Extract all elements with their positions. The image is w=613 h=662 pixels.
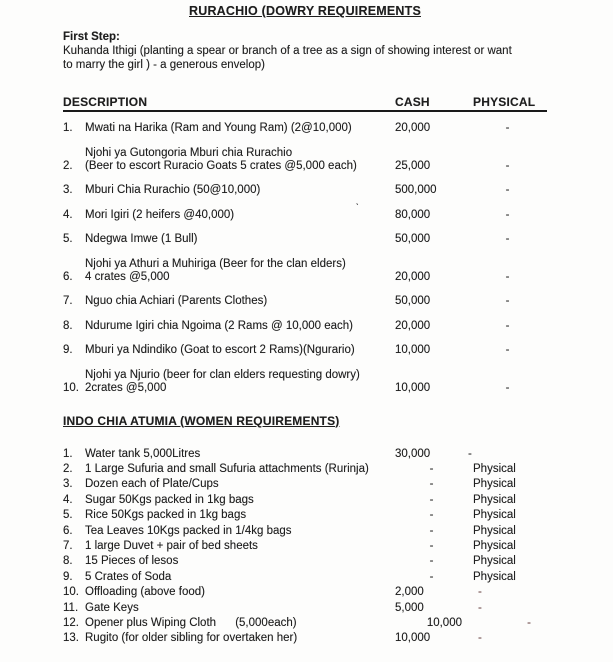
row-number: 9. (63, 344, 73, 356)
row-number: 1. (63, 122, 73, 134)
cash-value: 20,000 (395, 270, 431, 283)
row-number: 12. (63, 616, 79, 629)
physical-value: - (478, 632, 482, 645)
first-step-line: Kuhanda Ithigi (planting a spear or branch of a tree as a sign of showing interest or want (63, 45, 512, 57)
first-step-text (63, 44, 547, 72)
row-description (85, 258, 395, 284)
table-header-row (63, 95, 547, 112)
row-number: 13. (63, 632, 79, 645)
cash-value: 10,000 (426, 616, 462, 629)
row-description: Sugar 50Kgs packed in 1kg bags (85, 493, 254, 506)
table-row (63, 631, 547, 646)
row-description: 1 large Duvet + pair of bed sheets (85, 539, 258, 552)
description-line: (Beer to escort Ruracio Goats 5 crates @5,000 each) (85, 159, 357, 172)
physical-value: Physical (473, 478, 516, 491)
cash-value: - (429, 462, 434, 475)
physical-value: - (505, 295, 510, 307)
description-line: Mwati na Harika (Ram and Young Ram) (2@10,000) (85, 122, 352, 134)
physical-value: - (505, 319, 510, 332)
row-description: Offloading (above food) (85, 586, 205, 599)
table-row (63, 570, 547, 585)
description-line: Njohi ya Gutongoria Mburi chia Rurachio (85, 146, 293, 159)
row-description (85, 147, 395, 173)
row-number: 5. (63, 233, 73, 245)
table-row (63, 369, 547, 395)
row-description: Water tank 5,000Litres (85, 447, 201, 460)
cash-value: - (429, 524, 434, 537)
table-row (63, 601, 547, 616)
row-number: 7. (63, 539, 73, 552)
row-description: Dozen each of Plate/Cups (85, 478, 219, 491)
row-description: Tea Leaves 10Kgs packed in 1/4kg bags (85, 524, 292, 537)
table-row (63, 493, 547, 508)
row-number: 2. (63, 462, 73, 475)
header-cash: CASH (395, 95, 430, 109)
row-description (85, 184, 395, 197)
physical-value: - (478, 601, 482, 614)
row-description: Rice 50Kgs packed in 1kg bags (85, 509, 247, 522)
physical-value: - (505, 159, 510, 172)
cash-value: 2,000 (395, 586, 424, 599)
table-row (63, 295, 547, 308)
table-row (63, 477, 547, 492)
description-line: Mburi ya Ndindiko (Goat to escort 2 Rams)(Ngurario) (85, 344, 355, 356)
cash-value: 10,000 (395, 632, 431, 645)
row-description (85, 295, 395, 308)
table-row (63, 258, 547, 284)
description-line: Njohi ya Njurio (beer for clan elders requesting dowry) (85, 368, 360, 381)
cash-value: 20,000 (395, 319, 431, 332)
row-number: 1. (63, 447, 73, 460)
description-line: Nguo chia Achiari (Parents Clothes) (85, 295, 268, 307)
document-title: RURACHIO (DOWRY REQUIREMENTS (189, 4, 421, 18)
physical-value: - (505, 344, 510, 356)
cash-value: 50,000 (395, 295, 431, 307)
table-row (63, 554, 547, 569)
row-description (85, 320, 395, 333)
table-row (63, 539, 547, 554)
description-line: Ndurume Igiri chia Ngoima (2 Rams @ 10,000 each) (85, 319, 353, 332)
description-line: 4 crates @5,000 (85, 270, 170, 283)
table-row (63, 122, 547, 135)
cash-value: - (429, 570, 434, 583)
table-row (63, 508, 547, 523)
physical-value: Physical (473, 509, 516, 522)
row-description: 1 Large Sufuria and small Sufuria attachments (Rurinja) (85, 462, 369, 475)
row-number: 7. (63, 295, 73, 307)
header-description: DESCRIPTION (63, 95, 148, 109)
table-row (63, 447, 547, 462)
cash-value: - (429, 478, 434, 491)
description-line: Mburi Chia Rurachio (50@10,000) (85, 184, 261, 196)
cash-value: - (429, 493, 434, 506)
cash-value: - (429, 539, 434, 552)
cash-value: - (429, 509, 434, 522)
row-number: 2. (63, 159, 73, 172)
physical-value: Physical (473, 493, 516, 506)
row-number: 10. (63, 381, 79, 394)
physical-value: - (505, 208, 510, 221)
cash-value: 5,000 (395, 601, 424, 614)
table-row (63, 233, 547, 246)
cash-value: 500,000 (395, 184, 437, 196)
table-row (63, 585, 547, 600)
description-line: 2crates @5,000 (85, 381, 167, 394)
row-number: 3. (63, 478, 73, 491)
row-description (85, 344, 395, 357)
row-number: 11. (63, 601, 79, 614)
cash-value: 30,000 (395, 447, 431, 460)
row-description: Rugito (for older sibling for overtaken her) (85, 632, 298, 645)
table-row (63, 616, 547, 631)
row-description (85, 369, 395, 395)
row-number: 6. (63, 270, 73, 283)
cash-value: 25,000 (395, 159, 431, 172)
table-row (63, 344, 547, 357)
table-row (63, 320, 547, 333)
physical-value: - (505, 381, 510, 394)
stray-mark: ˋ (355, 202, 359, 214)
table-row (63, 147, 547, 173)
row-number: 9. (63, 570, 73, 583)
physical-value: Physical (473, 555, 516, 568)
physical-value: Physical (473, 462, 516, 475)
first-step-section (63, 31, 547, 72)
row-number: 4. (63, 208, 73, 221)
row-number: 8. (63, 555, 73, 568)
table-row (63, 462, 547, 477)
row-description: Opener plus Wiping Cloth (5,000each) (85, 616, 297, 629)
physical-value: Physical (473, 539, 516, 552)
row-description: 5 Crates of Soda (85, 570, 172, 583)
row-number: 5. (63, 509, 73, 522)
table-row (63, 184, 547, 197)
physical-value: Physical (473, 524, 516, 537)
physical-value: - (505, 233, 510, 245)
header-physical: PHYSICAL (473, 95, 536, 109)
description-line: Ndegwa Imwe (1 Bull) (85, 233, 198, 245)
cash-value: 80,000 (395, 208, 431, 221)
row-number: 4. (63, 493, 73, 506)
row-description (85, 202, 395, 222)
physical-value: - (468, 447, 472, 460)
physical-value: - (505, 184, 510, 196)
physical-value: Physical (473, 570, 516, 583)
row-number: 6. (63, 524, 73, 537)
first-step-label: First Step: (63, 31, 120, 43)
cash-value: 50,000 (395, 233, 431, 245)
table-row (63, 202, 547, 222)
row-description (85, 122, 395, 135)
physical-value: - (478, 586, 482, 599)
first-step-line: to marry the girl ) - a generous envelop) (63, 59, 265, 71)
description-line: Njohi ya Athuri a Muhiriga (Beer for the clan elders) (85, 257, 346, 270)
physical-value: - (505, 270, 510, 283)
row-description: Gate Keys (85, 601, 139, 614)
women-requirements-title: INDO CHIA ATUMIA (WOMEN REQUIREMENTS) (63, 413, 340, 428)
cash-value: 10,000 (395, 381, 431, 394)
row-description: 15 Pieces of lesos (85, 555, 179, 568)
physical-value: - (505, 122, 510, 134)
description-line: Mori Igiri (2 heifers @40,000) (85, 208, 235, 221)
table-row (63, 524, 547, 539)
cash-value: 20,000 (395, 122, 431, 134)
women-requirements-table (63, 447, 547, 647)
row-number: 8. (63, 319, 73, 332)
cash-value: 10,000 (395, 344, 431, 356)
row-number: 10. (63, 586, 79, 599)
dowry-requirements-table (63, 122, 547, 395)
cash-value: - (429, 555, 434, 568)
physical-value: - (527, 616, 531, 629)
row-number: 3. (63, 184, 73, 196)
row-description (85, 233, 395, 246)
